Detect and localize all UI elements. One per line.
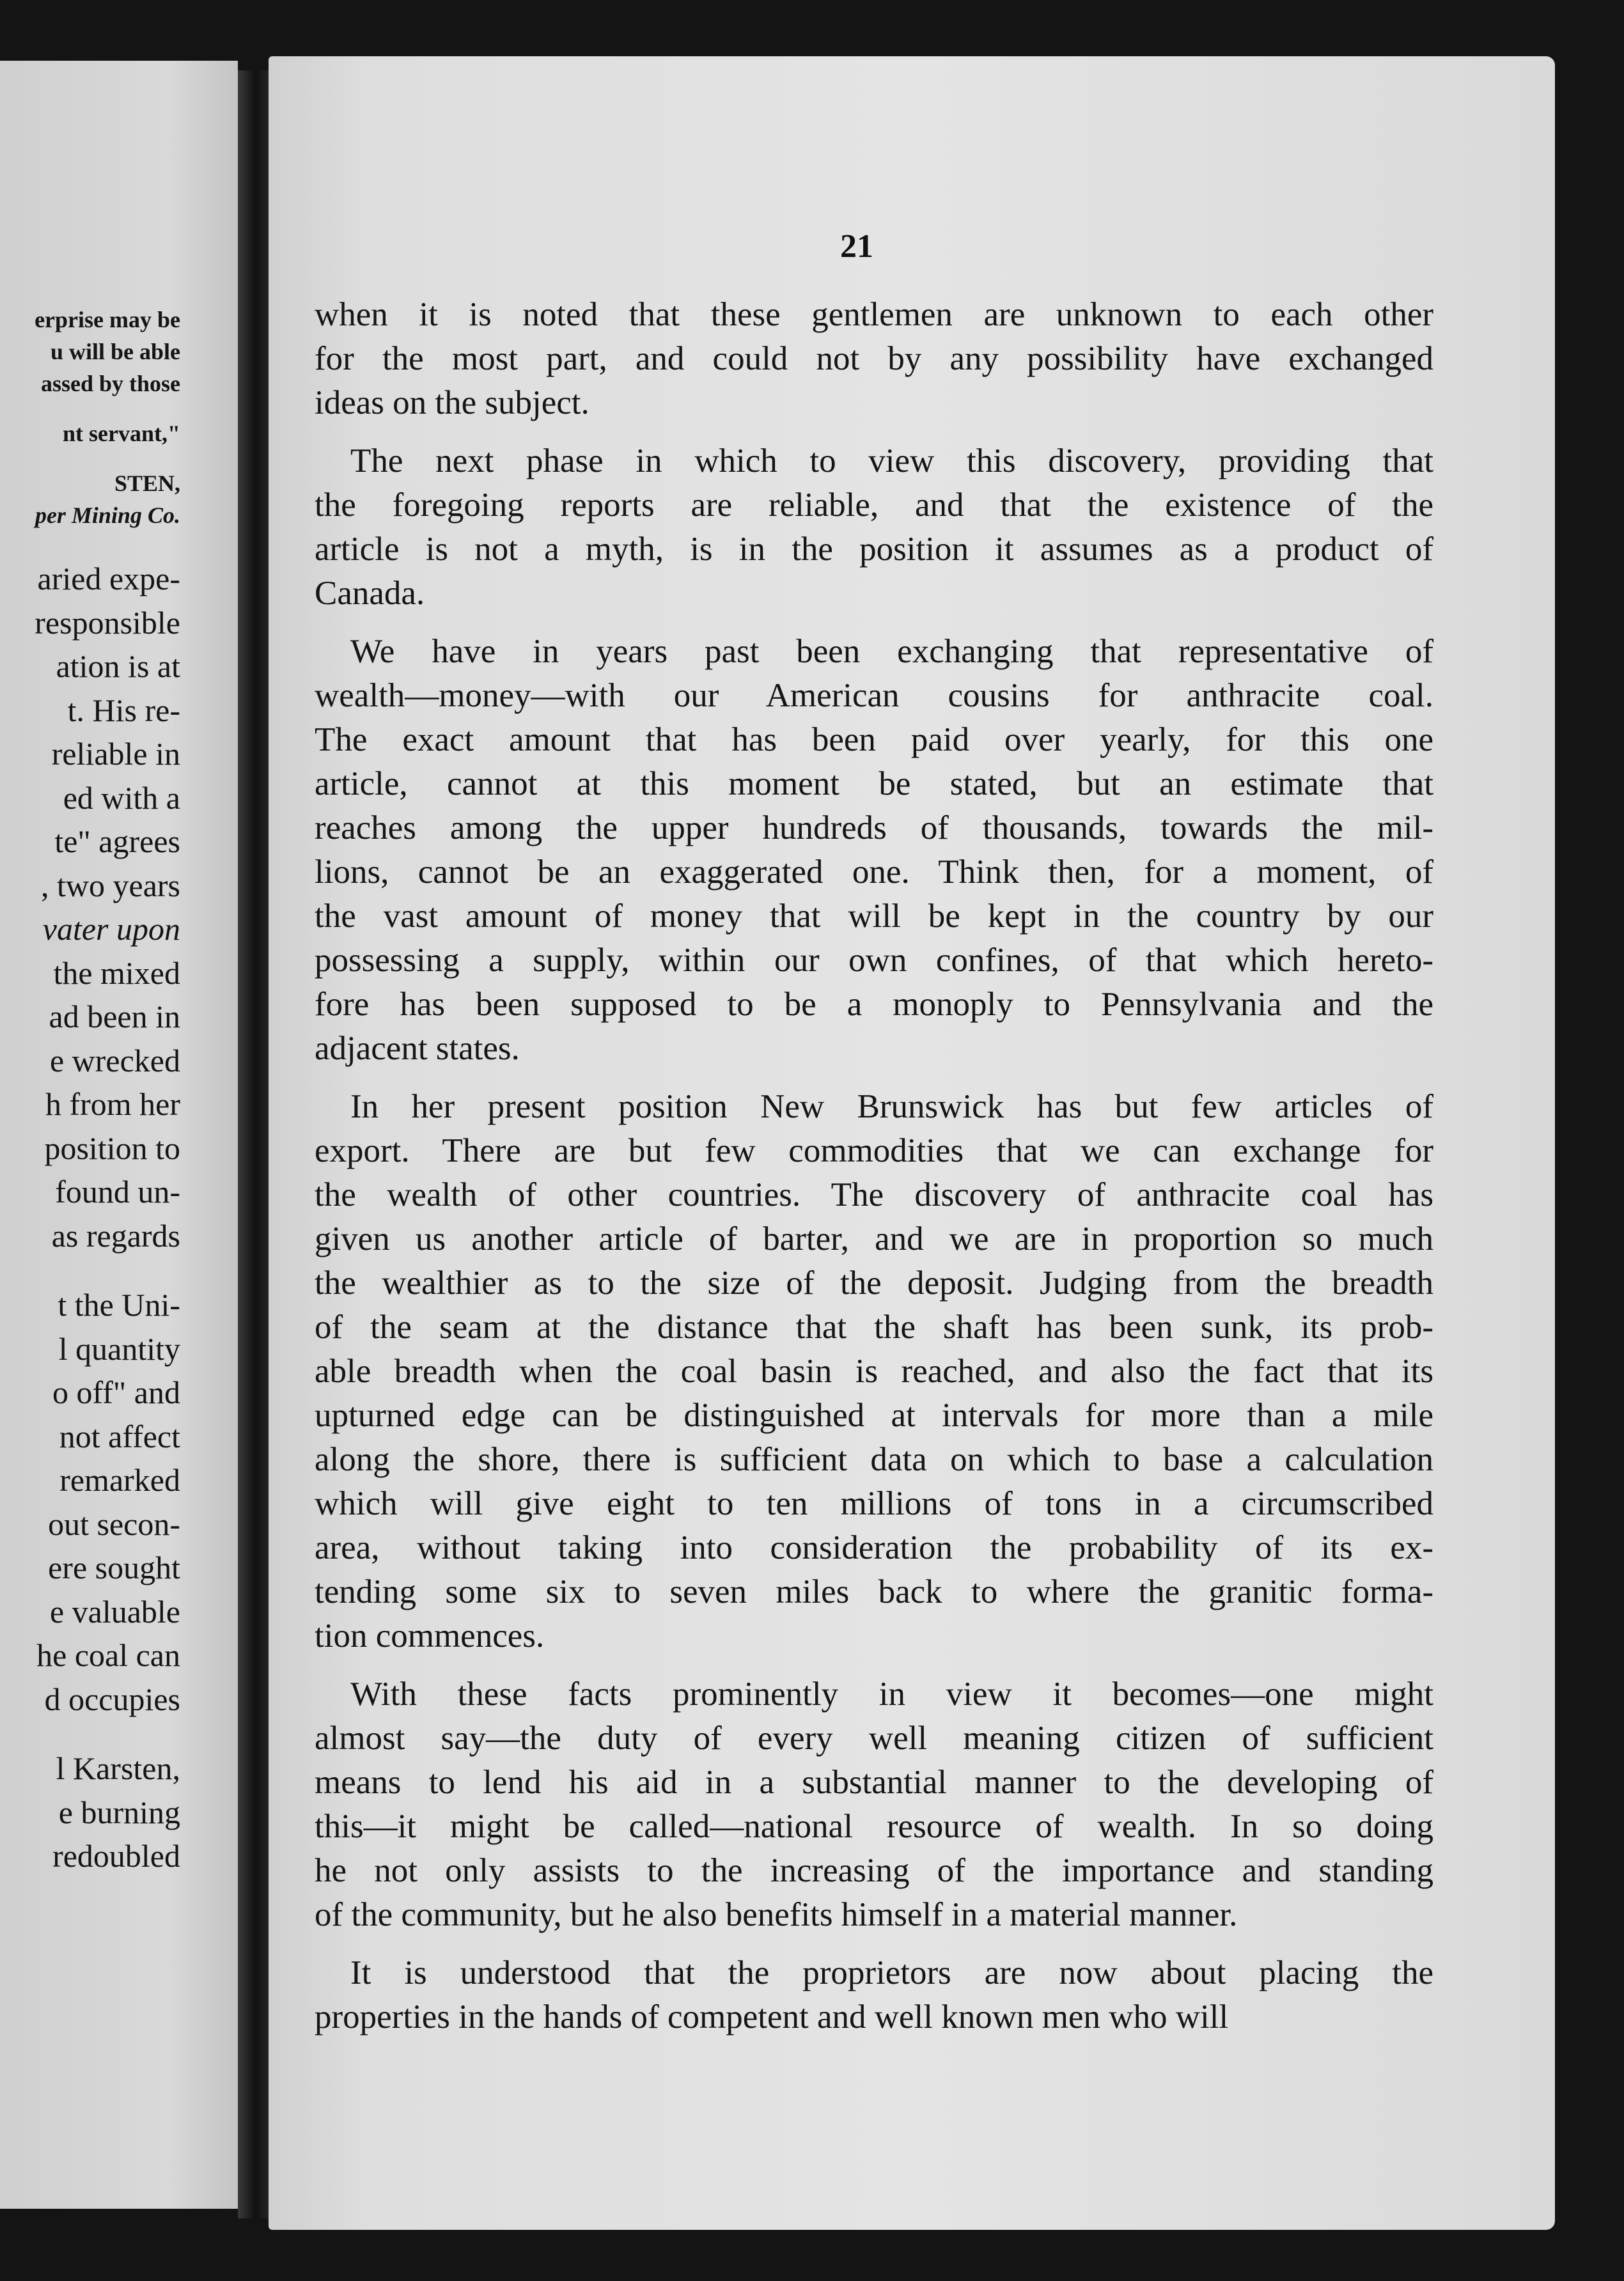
left-page-line: te" agrees <box>54 823 180 859</box>
text-line: of the community, but he also benefits himself in a material manner. <box>315 1896 1238 1933</box>
left-page-line: l Karsten, <box>56 1750 180 1786</box>
paragraph <box>315 439 1433 616</box>
left-page-line: redoubled <box>52 1838 180 1874</box>
text-line: export. There are but few commodities that we can exchange for <box>315 1132 1433 1169</box>
left-page-line <box>0 1257 238 1283</box>
left-page-line: e wrecked <box>49 1042 180 1078</box>
text-line: adjacent states. <box>315 1030 520 1067</box>
text-line: for the most part, and could not by any possibility have exchanged <box>315 340 1433 377</box>
left-page-line: assed by those <box>40 371 180 396</box>
paragraph-gap <box>315 616 1433 630</box>
text-line: able breadth when the coal basin is reached, and also the fact that its <box>315 1353 1433 1390</box>
left-page-line: STEN, <box>114 471 180 496</box>
left-page <box>0 61 238 2209</box>
left-page-line: vater upon <box>42 911 180 947</box>
body-text <box>315 293 1433 2039</box>
left-page-line: nt servant," <box>63 421 180 446</box>
left-page-line: l quantity <box>58 1330 180 1367</box>
text-line: this—it might be called—national resource of wealth. In so doing <box>315 1808 1433 1845</box>
text-line: area, without taking into consideration the probability of its ex- <box>315 1529 1433 1566</box>
left-page-line <box>0 531 238 557</box>
text-line: means to lend his aid in a substantial manner to the developing of <box>315 1764 1433 1801</box>
paragraph-gap <box>315 1937 1433 1951</box>
paragraph <box>315 293 1433 425</box>
left-page-line: not affect <box>59 1418 180 1454</box>
left-page-line: responsible <box>35 604 180 641</box>
text-line: almost say—the duty of every well meaning citizen of sufficient <box>315 1720 1433 1757</box>
left-page-line: o off" and <box>52 1374 180 1410</box>
text-line: Canada. <box>315 575 425 612</box>
text-line: when it is noted that these gentlemen are unknown to each other <box>315 296 1433 333</box>
left-page-line: found un- <box>55 1174 180 1210</box>
left-page-line: u will be able <box>50 339 180 364</box>
paragraph <box>315 1672 1433 1937</box>
text-line: With these facts prominently in view it becomes—one might <box>350 1676 1433 1713</box>
left-page-line <box>0 449 238 467</box>
text-line: tion commences. <box>315 1617 545 1654</box>
left-page-line: e valuable <box>49 1593 180 1630</box>
left-page-line: reliable in <box>51 736 180 772</box>
left-page-line: , two years <box>41 867 180 903</box>
left-page-line: t the Uni- <box>58 1287 180 1323</box>
left-page-line: ed with a <box>63 779 180 816</box>
text-line: In her present position New Brunswick has but few articles of <box>350 1088 1433 1125</box>
paragraph <box>315 630 1433 1071</box>
text-line: the vast amount of money that will be kept in the country by our <box>315 898 1433 935</box>
paragraph <box>315 1951 1433 2039</box>
left-page-line: d occupies <box>44 1681 180 1717</box>
text-line: of the seam at the distance that the shaft has been sunk, its prob- <box>315 1309 1433 1346</box>
left-page-line: ere sought <box>48 1550 180 1585</box>
left-page-text <box>0 304 238 1878</box>
left-page-line: ad been in <box>49 999 180 1034</box>
text-line: the wealth of other countries. The discovery of anthracite coal has <box>315 1176 1433 1213</box>
left-page-line: per Mining Co. <box>35 502 180 528</box>
left-page-line: e burning <box>58 1794 180 1830</box>
left-page-line: he coal can <box>36 1637 180 1673</box>
left-page-line <box>0 1721 238 1747</box>
left-page-line: t. His re- <box>67 692 180 728</box>
book-spine <box>238 70 273 2218</box>
left-page-line: h from her <box>45 1086 180 1122</box>
left-page-line <box>0 400 238 417</box>
text-line: given us another article of barter, and we are in proportion so much <box>315 1220 1433 1257</box>
text-line: tending some six to seven miles back to where the granitic forma- <box>315 1573 1433 1610</box>
paragraph-gap <box>315 1658 1433 1672</box>
paragraph-gap <box>315 1071 1433 1085</box>
text-line: along the shore, there is sufficient data on which to base a calculation <box>315 1441 1433 1478</box>
text-line: article, cannot at this moment be stated, but an estimate that <box>315 765 1433 802</box>
left-page-line: out secon- <box>48 1506 180 1542</box>
text-line: he not only assists to the increasing of the importance and standing <box>315 1852 1433 1889</box>
text-line: the foregoing reports are reliable, and that the existence of the <box>315 487 1433 524</box>
paragraph <box>315 1085 1433 1658</box>
text-line: It is understood that the proprietors are now about placing the <box>350 1954 1433 1991</box>
text-line: The next phase in which to view this discovery, providing that <box>350 442 1433 479</box>
left-page-line: erprise may be <box>35 307 180 332</box>
paragraph-gap <box>315 425 1433 439</box>
text-line: properties in the hands of competent and well known men who will <box>315 1998 1229 2036</box>
text-line: possessing a supply, within our own confines, of that which hereto- <box>315 942 1433 979</box>
left-page-line: position to <box>44 1130 180 1166</box>
left-page-line: ation is at <box>56 648 180 684</box>
text-line: article is not a myth, is in the position it assumes as a product of <box>315 531 1433 568</box>
text-line: upturned edge can be distinguished at intervals for more than a mile <box>315 1397 1433 1434</box>
text-line: ideas on the subject. <box>315 384 589 421</box>
page-number: 21 <box>840 228 873 265</box>
text-line: which will give eight to ten millions of tons in a circumscribed <box>315 1485 1433 1522</box>
text-line: The exact amount that has been paid over yearly, for this one <box>315 721 1433 758</box>
text-line: wealth—money—with our American cousins for anthracite coal. <box>315 677 1433 714</box>
text-line: fore has been supposed to be a monoply to Pennsylvania and the <box>315 986 1433 1023</box>
right-page <box>269 56 1555 2230</box>
left-page-line: as regards <box>51 1217 180 1254</box>
text-line: reaches among the upper hundreds of thousands, towards the mil- <box>315 809 1433 846</box>
text-line: the wealthier as to the size of the deposit. Judging from the breadth <box>315 1265 1433 1302</box>
text-line: lions, cannot be an exaggerated one. Think then, for a moment, of <box>315 853 1433 891</box>
left-page-line: aried expe- <box>37 561 180 596</box>
left-page-line: the mixed <box>53 954 180 991</box>
text-line: We have in years past been exchanging that representative of <box>350 633 1433 670</box>
left-page-line: remarked <box>59 1462 180 1498</box>
